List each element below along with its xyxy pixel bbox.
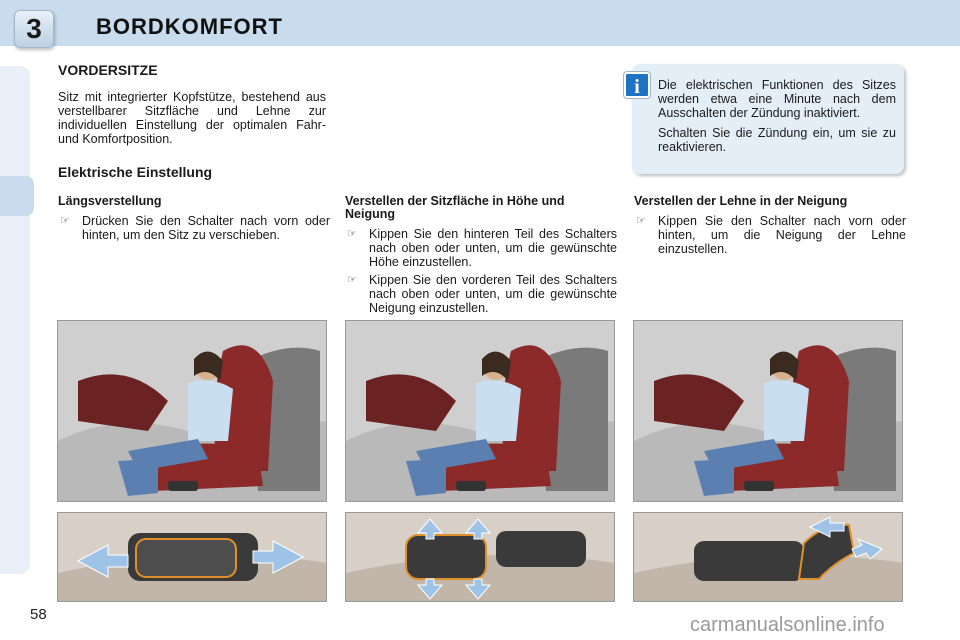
intro-text: Sitz mit integrierter Kopfstütze, bestehend aus verstellbarer Sitzfläche und Lehne zur individuellen Einstellung der optimalen Fahr- und Komfortposition. xyxy=(58,90,326,146)
seat-photo-1 xyxy=(57,320,327,502)
bullet-text: Drücken Sie den Schalter nach vorn oder hinten, um den Sitz zu verschieben. xyxy=(82,214,330,242)
pointing-hand-icon: ☞ xyxy=(347,228,357,240)
column-lengthwise xyxy=(58,195,330,246)
bullet-text: Kippen Sie den Schalter nach vorn oder hinten, um die Neigung der Lehne einzustellen. xyxy=(658,214,906,256)
column-title: Verstellen der Sitzfläche in Höhe und Neigung xyxy=(345,194,565,221)
column-backrest xyxy=(634,195,906,260)
column-title: Längsverstellung xyxy=(58,194,162,208)
chapter-badge: 3 xyxy=(14,10,54,48)
pointing-hand-icon: ☞ xyxy=(636,215,646,227)
column-title: Verstellen der Lehne in der Neigung xyxy=(634,194,848,208)
bullet-item xyxy=(345,273,617,315)
bullet-item xyxy=(58,214,330,242)
info-box xyxy=(632,64,904,174)
chapter-title: BORDKOMFORT xyxy=(96,14,283,39)
bullet-item xyxy=(634,214,906,256)
seat-photo-2 xyxy=(345,320,615,502)
bullet-text: Kippen Sie den hinteren Teil des Schalters nach oben oder unten, um die gewünschte Höhe einzustellen. xyxy=(369,227,617,269)
info-text-2: Schalten Sie die Zündung ein, um sie zu reaktivieren. xyxy=(658,126,896,154)
bullet-item xyxy=(345,227,617,269)
page-number: 58 xyxy=(30,606,47,623)
side-strip xyxy=(0,66,30,574)
bullet-text: Kippen Sie den vorderen Teil des Schalters nach oben oder unten, um die gewünschte Neigung einzustellen. xyxy=(369,273,617,315)
switch-detail-lengthwise xyxy=(57,512,327,602)
pointing-hand-icon: ☞ xyxy=(347,274,357,286)
side-tab xyxy=(0,176,34,216)
watermark: carmanualsonline.info xyxy=(690,614,885,636)
column-seat-height xyxy=(345,195,617,319)
seat-photo-3 xyxy=(633,320,903,502)
info-icon: i xyxy=(624,72,650,98)
switch-detail-seat-height xyxy=(345,512,615,602)
section-title: VORDERSITZE xyxy=(58,62,158,78)
info-text-1: Die elektrischen Funktionen des Sitzes werden etwa eine Minute nach dem Ausschalten der Zündung inaktiviert. xyxy=(658,78,896,120)
pointing-hand-icon: ☞ xyxy=(60,215,70,227)
subsection-title: Elektrische Einstellung xyxy=(58,164,213,180)
switch-detail-backrest xyxy=(633,512,903,602)
